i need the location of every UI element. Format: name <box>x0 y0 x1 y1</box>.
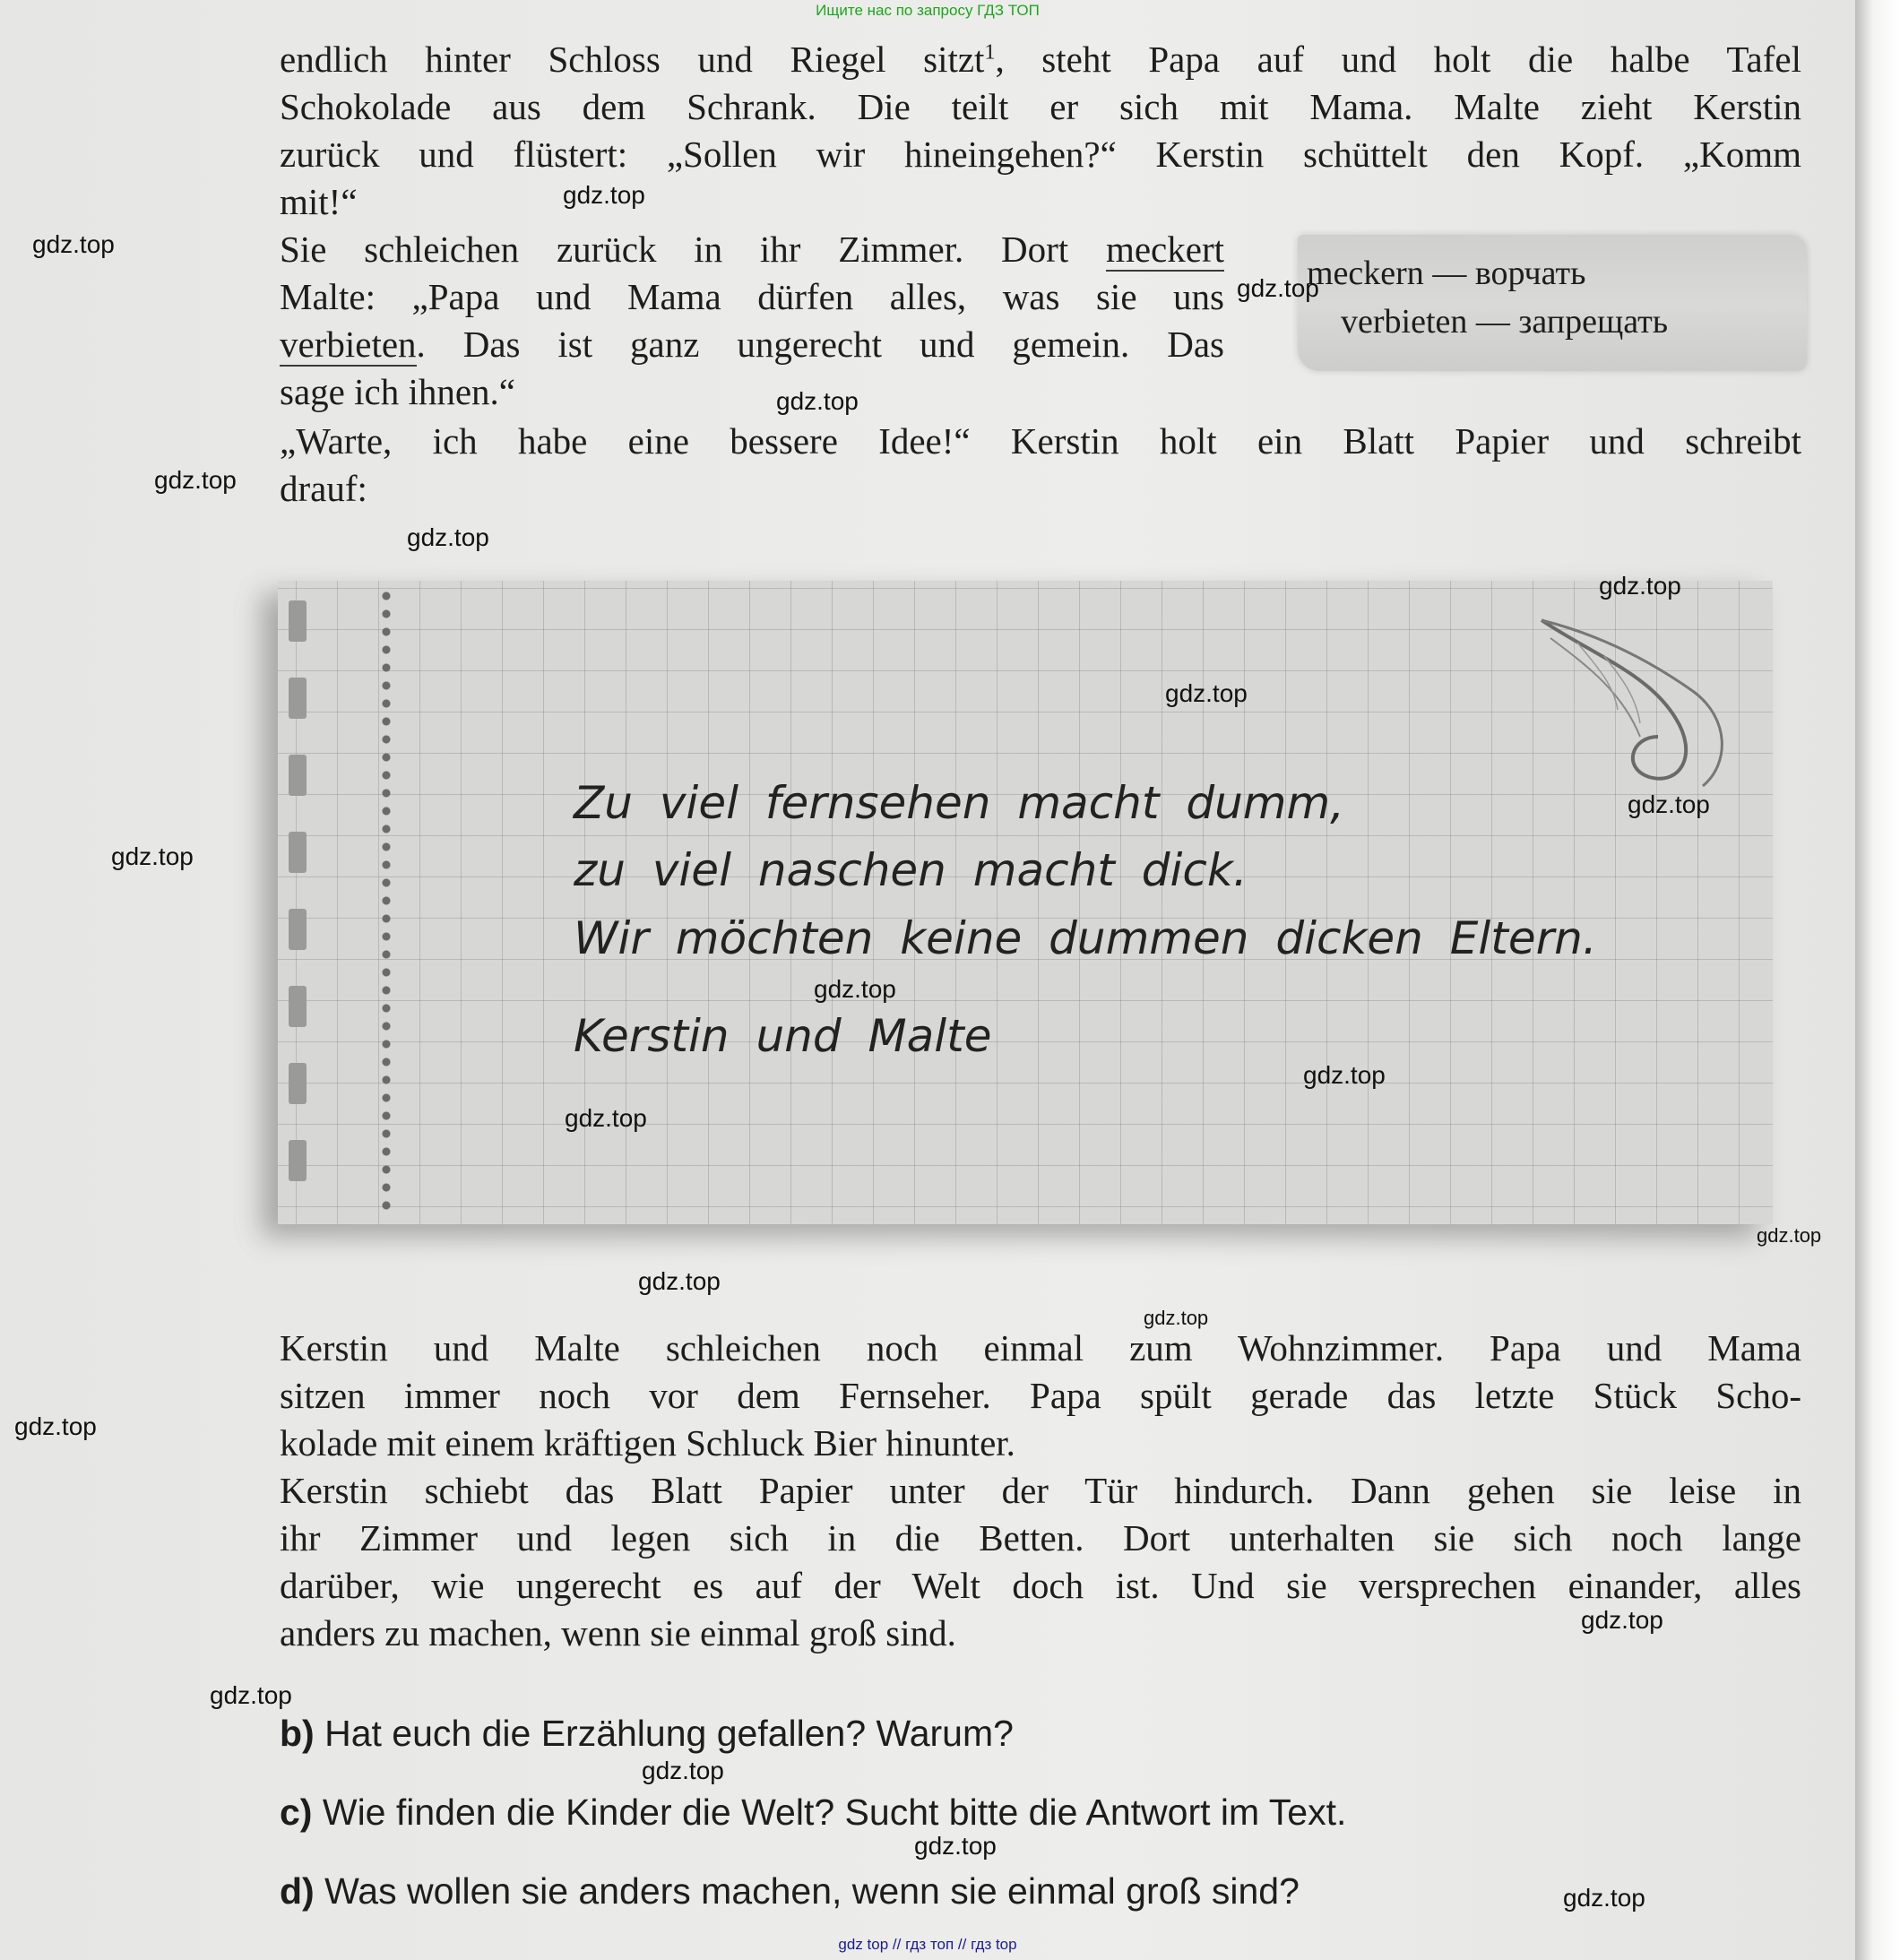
paragraph-2 <box>280 226 1224 368</box>
paragraph-4-line-3: kolade mit einem kräftigen Schluck Bier hinunter. <box>280 1422 1015 1464</box>
watermark: gdz.top <box>776 387 859 415</box>
paragraph-2-line-2: Malte: „Papa und Mama dürfen alles, was sie uns <box>280 276 1224 317</box>
paragraph-5-line-2: ihr Zimmer und legen sich in die Betten. Dort unterhalten sie sich noch lange <box>280 1517 1801 1559</box>
paragraph-1-line-2: Schokolade aus dem Schrank. Die teilt er sich mit Mama. Malte zieht Kerstin <box>280 86 1801 127</box>
watermark: gdz.top <box>1628 790 1710 818</box>
vocab-entry-verbieten: verbieten — запрещать <box>1341 303 1669 341</box>
paragraph-1-line-4: mit!“ <box>280 181 358 222</box>
paragraph-1-line-3: zurück und flüstert: „Sollen wir hineingehen?“ Kerstin schüttelt den Kopf. „Komm <box>280 134 1801 175</box>
paragraph-4-line-2: sitzen immer noch vor dem Fernseher. Papa spült gerade das letzte Stück Scho- <box>280 1375 1801 1416</box>
watermark: gdz.top <box>14 1412 97 1440</box>
paragraph-3-end <box>280 465 1801 513</box>
paragraph-3-line-2: drauf: <box>280 468 367 509</box>
note-signature: Kerstin und Malte <box>574 1010 992 1062</box>
watermark: gdz.top <box>154 466 237 494</box>
question-b: b) Hat euch die Erzählung gefallen? Warum? <box>280 1713 1014 1754</box>
watermark: gdz.top <box>565 1104 647 1132</box>
watermark: gdz.top <box>563 181 645 209</box>
notebook-margin-holes <box>381 587 392 1214</box>
vocab-entry-meckern: meckern — ворчать <box>1307 255 1586 292</box>
question-d: d) Was wollen sie anders machen, wenn sie einmal groß sind? <box>280 1870 1300 1912</box>
watermark: gdz.top <box>1144 1307 1209 1329</box>
page-edge <box>1855 0 1900 1960</box>
paragraph-3-line-1: „Warte, ich habe eine bessere Idee!“ Kerstin holt ein Blatt Papier und schreibt <box>280 420 1801 462</box>
paragraph-2-line-1: Sie schleichen zurück in ihr Zimmer. Dort meckert <box>280 229 1224 270</box>
footnote-mark: 1 <box>984 40 996 65</box>
paragraph-2-line-4: sage ich ihnen.“ <box>280 371 515 412</box>
paragraph-5 <box>280 1467 1801 1610</box>
paragraph-4 <box>280 1325 1801 1420</box>
watermark: gdz.top <box>1581 1606 1663 1634</box>
watermark: gdz.top <box>32 230 115 258</box>
watermark: gdz.top <box>1563 1884 1645 1912</box>
paragraph-1-end <box>280 178 1801 226</box>
notebook-spiral <box>289 600 307 1210</box>
vocab-word-verbieten: verbieten <box>280 324 417 365</box>
paragraph-2-line-3: verbieten. Das ist ganz ungerecht und gemein. Das <box>280 324 1224 365</box>
watermark: gdz.top <box>914 1832 997 1860</box>
paragraph-2-end <box>280 368 1224 416</box>
watermark: gdz.top <box>210 1681 292 1709</box>
paragraph-4-end <box>280 1420 1801 1467</box>
watermark: gdz.top <box>1599 572 1681 600</box>
paragraph-1 <box>280 36 1801 178</box>
watermark: gdz.top <box>642 1757 724 1784</box>
paragraph-5-line-1: Kerstin schiebt das Blatt Papier unter der Tür hindurch. Dann gehen sie leise in <box>280 1470 1801 1511</box>
watermark: gdz.top <box>1165 679 1248 707</box>
note-line-1: Zu viel fernsehen macht dumm, <box>574 777 1345 829</box>
watermark: gdz.top <box>111 842 194 870</box>
footer-links[interactable]: gdz top // гдз топ // гдз top <box>838 1936 1017 1953</box>
watermark: gdz.top <box>814 975 896 1003</box>
question-c: c) Wie finden die Kinder die Welt? Sucht bitte die Antwort im Text. <box>280 1792 1347 1833</box>
watermark: gdz.top <box>407 523 489 551</box>
paragraph-1-line-1: endlich hinter Schloss und Riegel sitzt$^1$, steht Papa auf und holt die halbe Tafel <box>280 39 1801 80</box>
vocab-word-meckert: meckert <box>1105 229 1224 270</box>
paragraph-5-end <box>280 1610 1801 1657</box>
header-search-hint[interactable]: Ищите нас по запросу ГДЗ ТОП <box>816 2 1040 19</box>
paragraph-4-line-1: Kerstin und Malte schleichen noch einmal zum Wohnzimmer. Papa und Mama <box>280 1327 1801 1369</box>
feather-quill-icon <box>1524 602 1739 799</box>
watermark: gdz.top <box>1303 1061 1386 1089</box>
paragraph-5-line-4: anders zu machen, wenn sie einmal groß sind. <box>280 1612 956 1653</box>
watermark: gdz.top <box>1237 274 1319 302</box>
watermark: gdz.top <box>1757 1224 1822 1247</box>
watermark: gdz.top <box>638 1267 721 1295</box>
note-line-2: zu viel naschen macht dick. <box>574 844 1248 896</box>
paragraph-3 <box>280 418 1801 465</box>
paragraph-5-line-3: darüber, wie ungerecht es auf der Welt doch ist. Und sie versprechen einander, alles <box>280 1565 1801 1606</box>
note-line-3: Wir möchten keine dummen dicken Eltern. <box>574 912 1597 964</box>
